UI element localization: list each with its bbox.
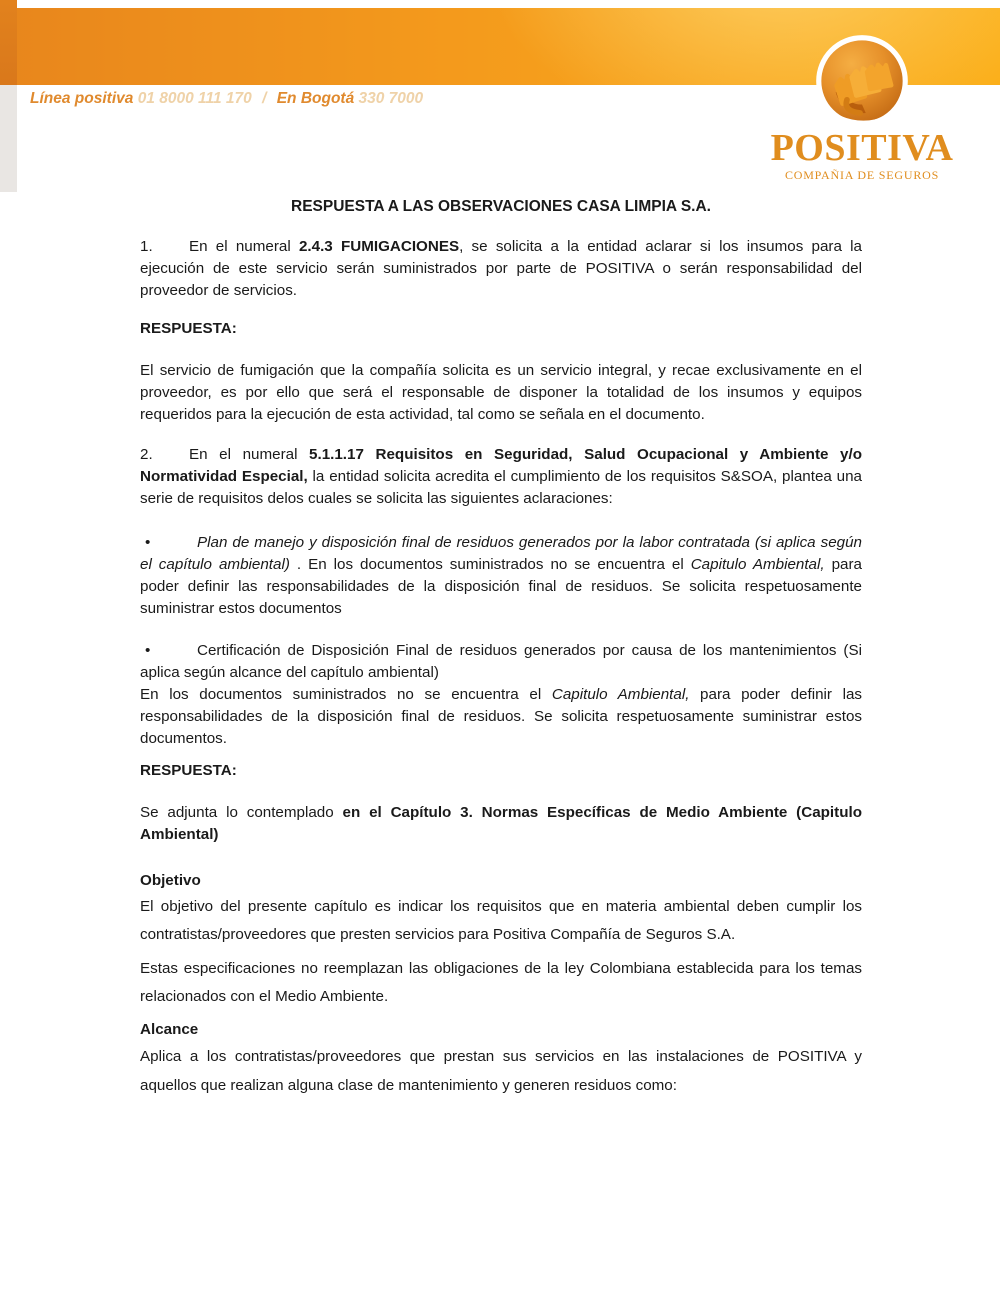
positiva-logo: [764, 34, 960, 183]
contact-label-linea-positiva: Línea positiva: [30, 90, 134, 107]
contact-phone-national: 01 8000 111 170: [137, 90, 252, 107]
bullet-plan-de-manejo: • Plan de manejo y disposición final de residuos generados por la labor contratada (si aplica según el capítulo ambiental) . En los documentos suministrados no se encuentra el Capitulo Ambiental, para poder definir las responsabilidades de la disposición final de residuos. Se solicita respetuosamente suministrar estos documentos: [140, 534, 862, 617]
left-edge-orange-strip: [0, 0, 17, 85]
paragraph-2-numeral-requisitos: 2. En el numeral 5.1.1.17 Requisitos en Seguridad, Salud Ocupacional y Ambiente y/o Normatividad Especial, la entidad solicita acredita el cumplimiento de los requisitos S&SOA, plantea una serie de requisitos delos cuales se solicita las siguientes aclaraciones:: [140, 446, 862, 507]
respuesta-heading-1: RESPUESTA:: [140, 320, 237, 337]
positiva-emblem-icon: [815, 34, 909, 128]
document-body: [140, 192, 862, 1100]
contact-separator: /: [262, 90, 267, 107]
alcance-paragraph: Aplica a los contratistas/proveedores que prestan sus servicios en las instalaciones de POSITIVA y aquellos que realizan alguna clase de mantenimiento y generen residuos como:: [140, 1048, 862, 1094]
alcance-heading: Alcance: [140, 1021, 199, 1038]
se-adjunta-paragraph: Se adjunta lo contemplado en el Capítulo 3. Normas Específicas de Medio Ambiente (Capitulo Ambiental): [140, 804, 862, 843]
logo-tagline: COMPAÑIA DE SEGUROS: [784, 168, 940, 182]
contact-phone-bogota: 330 7000: [358, 90, 424, 107]
paragraph-number: 2.: [140, 446, 153, 463]
contact-label-bogota: En Bogotá: [276, 90, 355, 107]
paragraph-1-numeral-fumigaciones: 1. En el numeral 2.4.3 FUMIGACIONES, se solicita a la entidad aclarar si los insumos para la ejecución de este servicio serán suministrados por parte de POSITIVA o serán responsabilidad del proveedor de servicios.: [140, 238, 862, 299]
respuesta-1-paragraph: El servicio de fumigación que la compañía solicita es un servicio integral, y recae exclusivamente en el proveedor, es por ello que será el responsable de disponer la totalidad de los insumos y equipos requeridos para la ejecución de esta actividad, tal como se señala en el documento.: [140, 362, 862, 423]
objetivo-paragraph: El objetivo del presente capítulo es indicar los requisitos que en materia ambiental deben cumplir los contratistas/proveedores que presten servicios para Positiva Compañía de Seguros S.A.: [140, 898, 862, 943]
especificaciones-paragraph: Estas especificaciones no reemplazan las obligaciones de la ley Colombiana establecida para los temas relacionados con el Medio Ambiente.: [140, 960, 862, 1005]
page-title: RESPUESTA A LAS OBSERVACIONES CASA LIMPIA S.A.: [291, 198, 711, 215]
contact-line: [30, 90, 423, 108]
bullet-marker: •: [145, 642, 151, 659]
bullet-marker: •: [145, 534, 151, 551]
left-edge-gray-strip: [0, 85, 17, 192]
bullet-certificacion: • Certificación de Disposición Final de residuos generados por causa de los mantenimientos (Si aplica según alcance del capítulo ambiental): [140, 642, 862, 681]
respuesta-heading-2: RESPUESTA:: [140, 762, 237, 779]
paragraph-number: 1.: [140, 238, 153, 255]
objetivo-heading: Objetivo: [140, 872, 201, 889]
bullet-certificacion-continuation: En los documentos suministrados no se encuentra el Capitulo Ambiental, para poder definir las responsabilidades de la disposición final de residuos. Se solicita respetuosamente suministrar estos documentos.: [140, 686, 863, 747]
logo-wordmark: POSITIVA: [770, 127, 954, 169]
